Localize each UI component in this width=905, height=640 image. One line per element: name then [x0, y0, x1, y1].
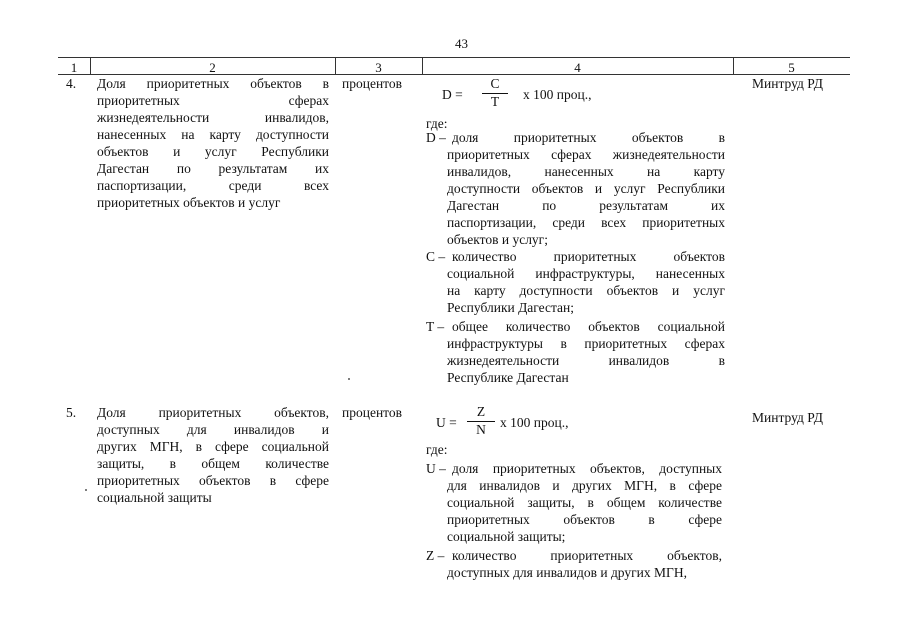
definition-line: паспортизации, среди всех приоритетных — [447, 215, 725, 230]
definition-line: инвалидов, нанесенных на карту — [447, 164, 726, 179]
header-col-2: 2 — [209, 60, 216, 75]
formula-lhs: D = — [442, 87, 463, 102]
page-number: 43 — [455, 36, 468, 51]
formula-denominator: T — [490, 94, 500, 109]
definition-line: социальной защиты; — [447, 529, 566, 544]
header-col-4: 4 — [574, 60, 581, 75]
definition-line: на карту доступности объектов и услуг — [447, 283, 725, 298]
definition-line: для инвалидов и других МГН, в сфере — [447, 478, 722, 493]
header-col-5: 5 — [788, 60, 795, 75]
description-line: защиты, в общем количестве — [97, 456, 330, 471]
description-line: доступных для инвалидов и — [97, 422, 329, 437]
definition-line: социальной защиты, в общем количестве — [447, 495, 722, 510]
definition-line: доля приоритетных объектов в — [452, 130, 725, 145]
definition-line: количество приоритетных объектов, — [452, 548, 723, 563]
description-line: жизнедеятельности инвалидов, — [97, 110, 329, 125]
description-line: социальной защиты — [97, 490, 212, 505]
definition-line: доля приоритетных объектов, доступных — [452, 461, 722, 476]
scan-speck — [348, 378, 350, 380]
definition-symbol: C – — [426, 249, 446, 264]
row-number: 4. — [66, 76, 77, 91]
scan-speck — [85, 489, 87, 491]
where-label: где: — [426, 116, 448, 131]
definition-line: Республике Дагестан — [447, 370, 569, 385]
formula-numerator: C — [490, 76, 500, 91]
description-line: паспортизации, среди всех — [97, 178, 330, 193]
definition-line: общее количество объектов социальной — [452, 319, 725, 334]
description-line: объектов и услуг Республики — [97, 144, 330, 159]
description-line: Дагестан по результатам их — [97, 161, 330, 176]
row-number: 5. — [66, 405, 77, 420]
definition-line: социальной инфраструктуры, нанесенных — [447, 266, 725, 281]
definition-line: жизнедеятельности инвалидов в — [447, 353, 725, 368]
description-line: нанесенных на карту доступности — [97, 127, 330, 142]
definition-symbol: U – — [426, 461, 446, 476]
where-label: где: — [426, 442, 448, 457]
description-line: приоритетных объектов и услуг — [97, 195, 281, 210]
formula-numerator: Z — [476, 404, 486, 419]
definition-line: Дагестан по результатам их — [447, 198, 725, 213]
definition-line: доступных для инвалидов и других МГН, — [447, 565, 687, 580]
definition-line: доступности объектов и услуг Республики — [447, 181, 725, 196]
header-col-1: 1 — [70, 60, 78, 75]
definition-line: приоритетных объектов в сфере — [447, 512, 722, 527]
description-line: приоритетных сферах — [97, 93, 329, 108]
formula-denominator: N — [476, 422, 486, 437]
description-line: других МГН, в сфере социальной — [97, 439, 329, 454]
definition-line: инфраструктуры в приоритетных сферах — [447, 336, 725, 351]
formula-tail: x 100 проц., — [523, 87, 592, 102]
definition-line: объектов и услуг; — [447, 232, 548, 247]
responsible: Минтруд РД — [752, 76, 823, 91]
formula-tail: x 100 проц., — [500, 415, 569, 430]
formula-lhs: U = — [436, 415, 457, 430]
definition-symbol: D – — [426, 130, 446, 145]
unit: процентов — [342, 405, 403, 420]
description-line: приоритетных объектов в сфере — [97, 473, 329, 488]
definition-line: Республики Дагестан; — [447, 300, 575, 315]
definition-line: количество приоритетных объектов — [452, 249, 726, 264]
definition-line: приоритетных сферах жизнедеятельности — [447, 147, 725, 162]
responsible: Минтруд РД — [752, 410, 823, 425]
header-col-3: 3 — [375, 60, 382, 75]
description-line: Доля приоритетных объектов в — [97, 76, 330, 91]
unit: процентов — [342, 76, 403, 91]
description-line: Доля приоритетных объектов, — [97, 405, 330, 420]
definition-symbol: T – — [426, 319, 445, 334]
definition-symbol: Z – — [426, 548, 445, 563]
table-top-border — [58, 57, 850, 58]
